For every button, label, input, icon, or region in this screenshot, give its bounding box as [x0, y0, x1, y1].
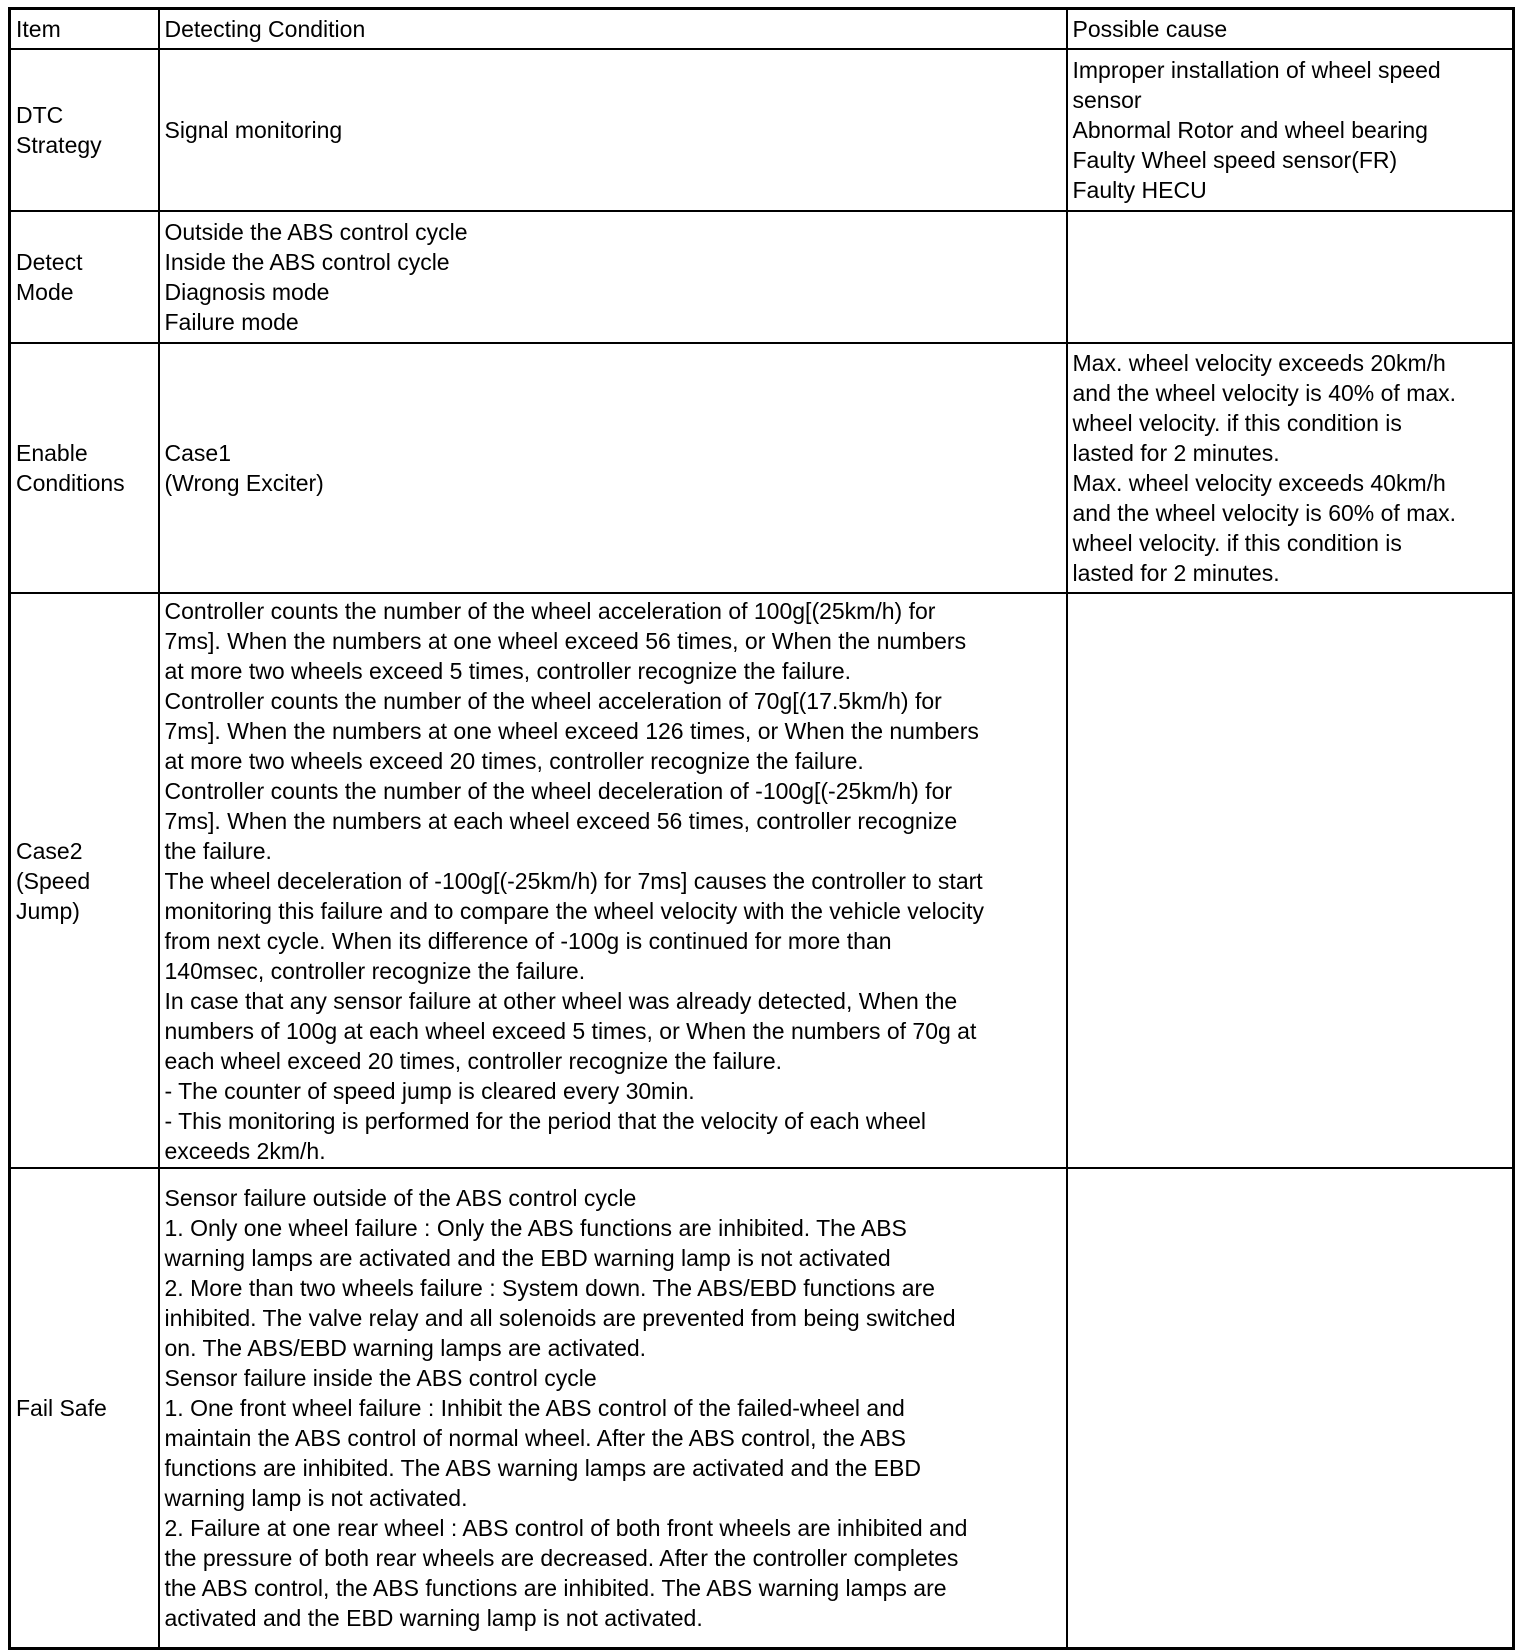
- table-header-row: [10, 9, 1514, 50]
- possible-cause-cell: [1067, 211, 1514, 343]
- item-cell: Fail Safe: [10, 1168, 159, 1649]
- dtc-specification-table: [8, 7, 1515, 1650]
- header-item: Item: [10, 9, 159, 50]
- possible-cause-cell: [1067, 1168, 1514, 1649]
- table-row-dtc-strategy: [10, 49, 1514, 211]
- detecting-condition-cell: Sensor failure outside of the ABS control cycle 1. Only one wheel failure : Only the ABS functions are inhibited. The ABS warning lamps are activated and the EBD warning lamp is not activated 2. More than two wheels failure : System down. The ABS/EBD functions are inhibited. The valve relay and all solenoids are prevented from being switched on. The ABS/EBD warning lamps are activated. Sensor failure inside the ABS control cycle 1. One front wheel failure : Inhibit the ABS control of the failed-wheel and maintain the ABS control of normal wheel. After the ABS control, the ABS functions are inhibited. The ABS warning lamps are activated and the EBD warning lamp is not activated. 2. Failure at one rear wheel : ABS control of both front wheels are inhibited and the pressure of both rear wheels are decreased. After the controller completes the ABS control, the ABS functions are inhibited. The ABS warning lamps are activated and the EBD warning lamp is not activated.: [159, 1168, 1067, 1649]
- item-cell: Case2 (Speed Jump): [10, 593, 159, 1168]
- detecting-condition-cell: Signal monitoring: [159, 49, 1067, 211]
- detecting-condition-cell: Controller counts the number of the wheel acceleration of 100g[(25km/h) for 7ms]. When the numbers at one wheel exceed 56 times, or When the numbers at more two wheels exceed 5 times, controller recognize the failure. Controller counts the number of the wheel acceleration of 70g[(17.5km/h) for 7ms]. When the numbers at one wheel exceed 126 times, or When the numbers at more two wheels exceed 20 times, controller recognize the failure. Controller counts the number of the wheel deceleration of -100g[(-25km/h) for 7ms]. When the numbers at each wheel exceed 56 times, controller recognize the failure. The wheel deceleration of -100g[(-25km/h) for 7ms] causes the controller to start monitoring this failure and to compare the wheel velocity with the vehicle velocity from next cycle. When its difference of -100g is continued for more than 140msec, controller recognize the failure. In case that any sensor failure at other wheel was already detected, When the numbers of 100g at each wheel exceed 5 times, or When the numbers of 70g at each wheel exceed 20 times, controller recognize the failure. - The counter of speed jump is cleared every 30min. - This monitoring is performed for the period that the velocity of each wheel exceeds 2km/h.: [159, 593, 1067, 1168]
- item-cell: DTC Strategy: [10, 49, 159, 211]
- item-cell: Enable Conditions: [10, 343, 159, 593]
- detecting-condition-cell: Outside the ABS control cycle Inside the ABS control cycle Diagnosis mode Failure mode: [159, 211, 1067, 343]
- table-row-enable-conditions: [10, 343, 1514, 593]
- table-row-detect-mode: [10, 211, 1514, 343]
- item-cell: Detect Mode: [10, 211, 159, 343]
- table-row-fail-safe: [10, 1168, 1514, 1649]
- possible-cause-cell: Improper installation of wheel speed sensor Abnormal Rotor and wheel bearing Faulty Wheel speed sensor(FR) Faulty HECU: [1067, 49, 1514, 211]
- possible-cause-cell: Max. wheel velocity exceeds 20km/h and the wheel velocity is 40% of max. wheel velocity. if this condition is lasted for 2 minutes. Max. wheel velocity exceeds 40km/h and the wheel velocity is 60% of max. wheel velocity. if this condition is lasted for 2 minutes.: [1067, 343, 1514, 593]
- header-detecting-condition: Detecting Condition: [159, 9, 1067, 50]
- detecting-condition-cell: Case1 (Wrong Exciter): [159, 343, 1067, 593]
- table-row-case2-speed-jump: [10, 593, 1514, 1168]
- header-possible-cause: Possible cause: [1067, 9, 1514, 50]
- possible-cause-cell: [1067, 593, 1514, 1168]
